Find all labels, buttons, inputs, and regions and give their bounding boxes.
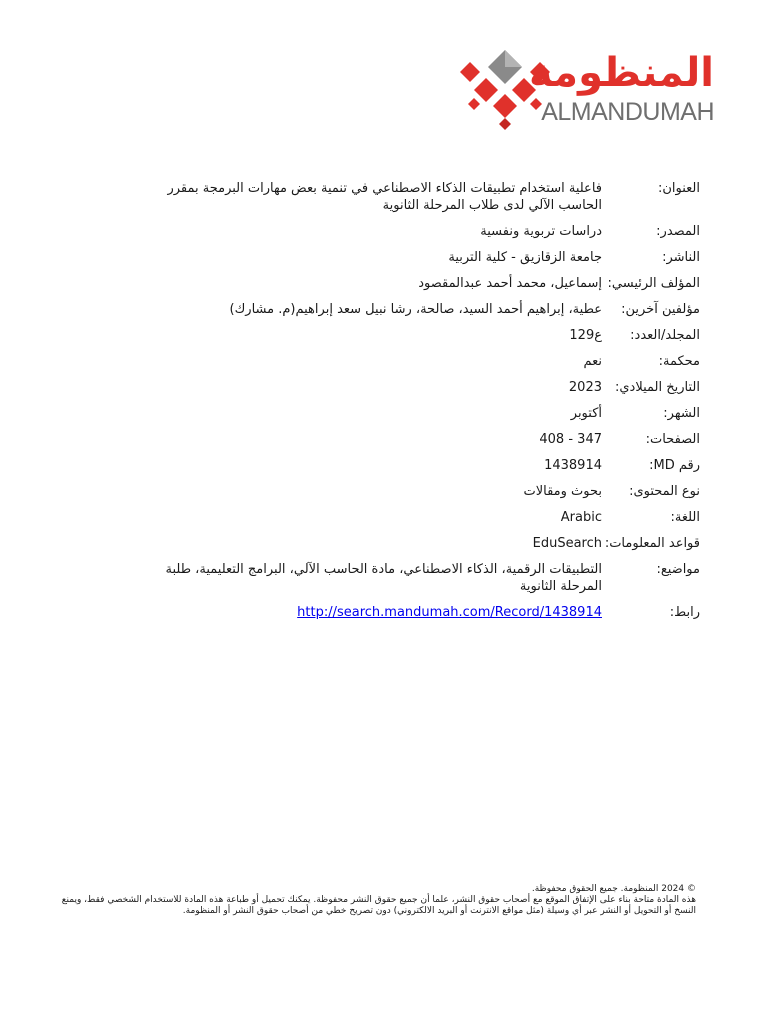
logo-arabic-text: المنظومة — [529, 50, 714, 96]
record-row-main-author — [60, 273, 708, 292]
month-value: أكتوبر — [570, 406, 602, 421]
record-row-month — [60, 403, 708, 422]
month-label: الشهر: — [663, 406, 700, 421]
record-link[interactable]: http://search.mandumah.com/Record/1438914 — [297, 605, 602, 620]
year-value: 2023 — [568, 380, 602, 395]
almandumah-logo — [456, 48, 718, 130]
logo-english-text: ALMANDUMAH — [541, 98, 714, 126]
md-number-label: رقم MD: — [649, 458, 700, 473]
record-row-source — [60, 221, 708, 240]
content-type-label: نوع المحتوى: — [629, 484, 700, 499]
record-row-pages — [60, 429, 708, 448]
databases-value: EduSearch — [532, 536, 602, 551]
other-authors-value: عطية، إبراهيم أحمد السيد، صالحة، رشا نبيل سعد إبراهيم(م. مشارك) — [229, 302, 602, 317]
record-row-language — [60, 507, 708, 526]
other-authors-label: مؤلفين آخرين: — [621, 302, 700, 317]
link-value-cell — [126, 602, 602, 621]
record-row-subjects — [60, 559, 708, 595]
publisher-label: الناشر: — [662, 250, 700, 265]
language-label: اللغة: — [670, 510, 700, 525]
title-value: فاعلية استخدام تطبيقات الذكاء الاصطناعي في تنمية بعض مهارات البرمجة بمقرر الحاسب الآلي لدى طلاب المرحلة الثانوية — [167, 181, 602, 213]
language-value: Arabic — [560, 510, 602, 525]
volume-issue-value: ع129 — [569, 328, 602, 343]
record-row-link — [60, 602, 708, 621]
publisher-value: جامعة الزقازيق - كلية التربية — [448, 250, 602, 265]
content-type-value: بحوث ومقالات — [523, 484, 602, 499]
record-row-other-authors — [60, 299, 708, 318]
record-row-volume-issue — [60, 325, 708, 344]
link-label: رابط: — [669, 605, 700, 620]
subjects-value: التطبيقات الرقمية، الذكاء الاصطناعي، مادة الحاسب الآلي، البرامج التعليمية، طلبة المرحلة الثانوية — [165, 562, 602, 594]
record-row-md-number — [60, 455, 708, 474]
record-row-peer-reviewed — [60, 351, 708, 370]
md-number-value: 1438914 — [544, 458, 602, 473]
main-author-value: إسماعيل، محمد أحمد عبدالمقصود — [418, 276, 602, 291]
pages-value: 347 - 408 — [539, 432, 602, 447]
record-row-content-type — [60, 481, 708, 500]
source-value: دراسات تربوية ونفسية — [480, 224, 602, 239]
databases-label: قواعد المعلومات: — [604, 536, 700, 551]
subjects-label: مواضيع: — [656, 562, 700, 577]
copyright-line: © 2024 المنظومة. جميع الحقوق محفوظة. — [531, 884, 696, 894]
title-label: العنوان: — [657, 181, 700, 196]
record-row-title — [60, 178, 708, 214]
record-row-year — [60, 377, 708, 396]
record-row-databases — [60, 533, 708, 552]
copyright-footer — [54, 884, 696, 917]
usage-notice: هذه المادة متاحة بناء على الإتفاق الموقع مع أصحاب حقوق النشر، علما أن جميع حقوق النشر محفوظة. يمكنك تحميل أو طباعة هذه المادة للاستخدام الشخصي فقط، ويمنع النسخ أو التحويل أو النشر عبر أي وسيلة (مثل مواقع الانترنت أو البريد الالكتروني) دون تصريح خطي من أصحاب حقوق النشر أو المنظومة. — [61, 895, 696, 916]
record-row-publisher — [60, 247, 708, 266]
pages-label: الصفحات: — [645, 432, 700, 447]
peer-reviewed-label: محكمة: — [658, 354, 700, 369]
source-label: المصدر: — [656, 224, 700, 239]
peer-reviewed-value: نعم — [583, 354, 602, 369]
year-label: التاريخ الميلادي: — [615, 380, 700, 395]
volume-issue-label: المجلد/العدد: — [630, 328, 700, 343]
record-details — [60, 178, 708, 628]
main-author-label: المؤلف الرئيسي: — [607, 276, 700, 291]
